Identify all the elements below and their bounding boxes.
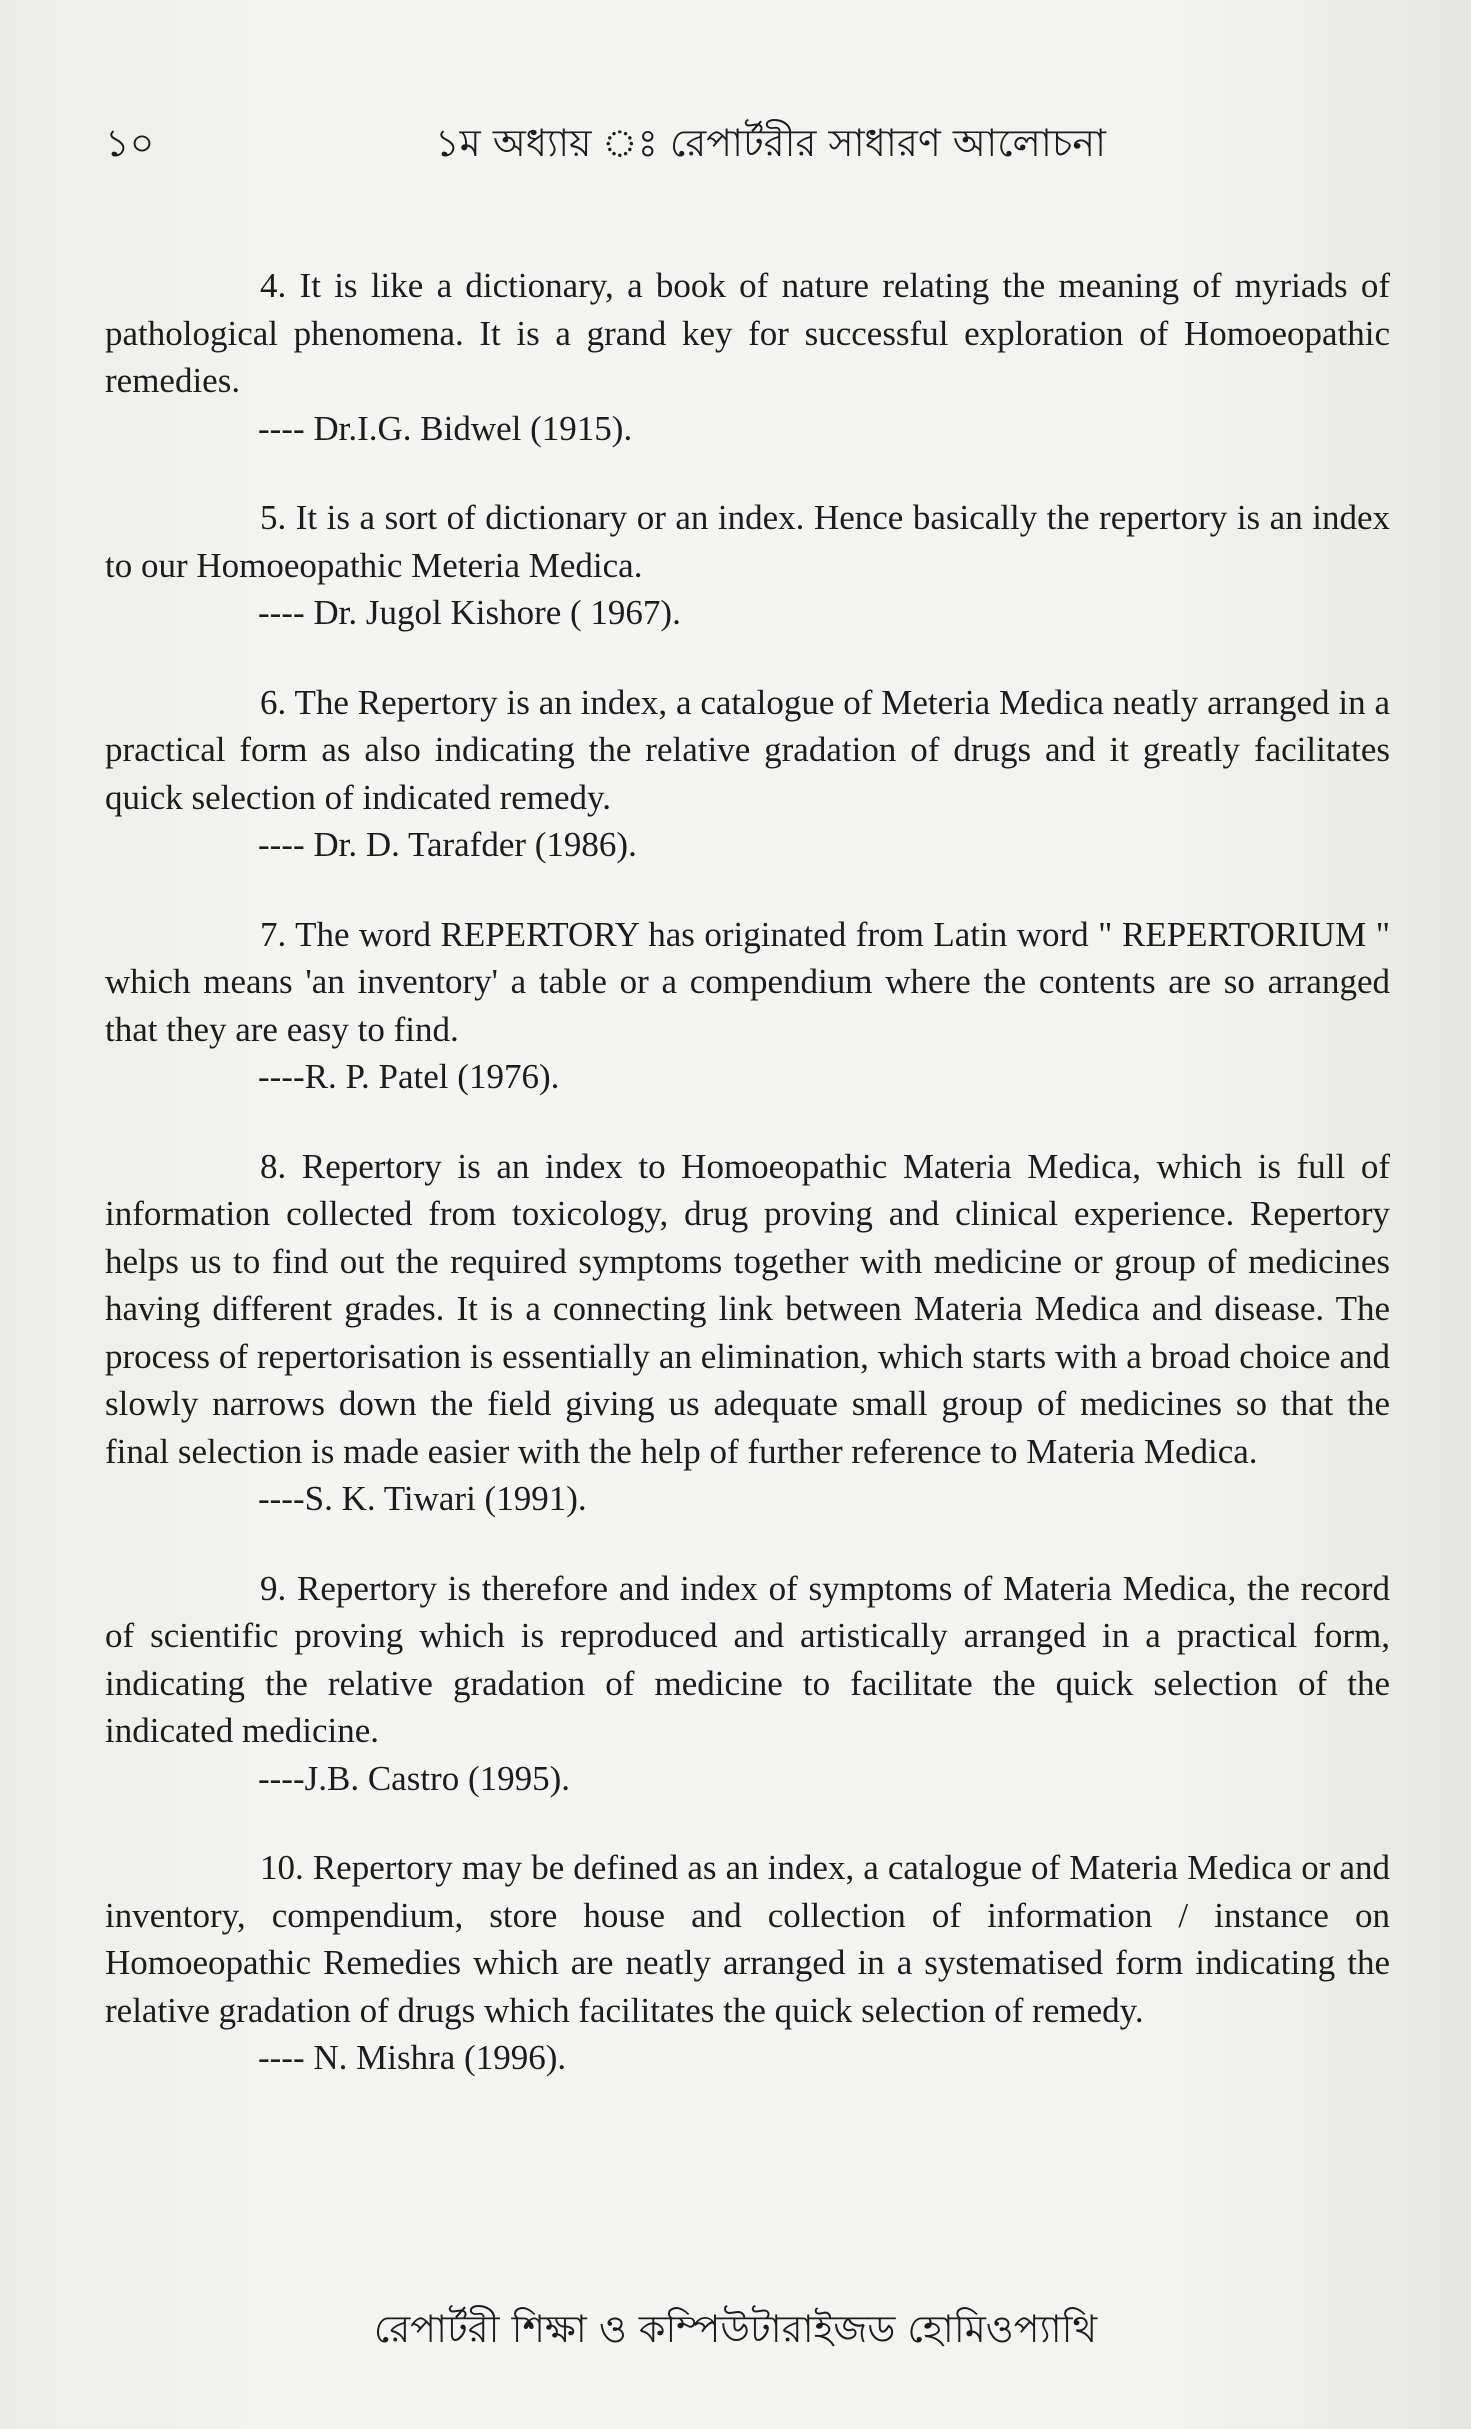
definition-attribution: ---- Dr. Jugol Kishore ( 1967). bbox=[258, 593, 681, 632]
definition-attribution: ---- Dr.I.G. Bidwel (1915). bbox=[258, 408, 633, 448]
definitions-list bbox=[105, 262, 1390, 2124]
book-title: রেপার্টরী শিক্ষা ও কম্পিউটারাইজড হোমিওপ্যাথি bbox=[373, 2307, 1098, 2351]
definition-text: 5. It is a sort of dictionary or an index. Hence basically the repertory is an index to our Homoeopathic Meteria Medica. bbox=[105, 498, 1390, 585]
chapter-title: ১ম অধ্যায় ঃ রেপার্টরীর সাধারণ আলোচনা bbox=[435, 121, 1107, 165]
definition-attribution: ----S. K. Tiwari (1991). bbox=[258, 1479, 587, 1518]
definition-attribution: ---- N. Mishra (1996). bbox=[258, 2038, 567, 2077]
page-number: ১০ bbox=[105, 123, 155, 165]
definition-attribution: ----J.B. Castro (1995). bbox=[258, 1758, 571, 1798]
definition-entry-9 bbox=[105, 1565, 1390, 1803]
definition-entry-7 bbox=[105, 911, 1390, 1101]
definition-entry-8 bbox=[105, 1143, 1390, 1523]
definition-attribution: ----R. P. Patel (1976). bbox=[258, 1057, 560, 1096]
definition-text: 10. Repertory may be defined as an index, a catalogue of Materia Medica or and inventory, compendium, store house and collection of information / instance on Homoeopathic Remedies which are neatly arranged in a systematised form indicating the relative gradation of drugs which facilitates the quick selection of remedy. bbox=[105, 1848, 1390, 2030]
definition-entry-10 bbox=[105, 1844, 1390, 2082]
page-header bbox=[105, 108, 1405, 168]
page-footer bbox=[0, 2300, 1471, 2364]
definition-text: 8. Repertory is an index to Homoeopathic Materia Medica, which is full of information collected from toxicology, drug proving and clinical experience. Repertory helps us to find out the required symptoms together with medicine or group of medicines having different grades. It is a connecting link between Materia Medica and disease. The process of repertorisation is essentially an elimination, which starts with a broad choice and slowly narrows down the field giving us adequate small group of medicines so that the final selection is made easier with the help of further reference to Materia Medica. bbox=[105, 1146, 1390, 1471]
definition-text: 9. Repertory is therefore and index of symptoms of Materia Medica, the record of scientific proving which is reproduced and artistically arranged in a practical form, indicating the relative gradation of medicine to facilitate the quick selection of the indicated medicine. bbox=[105, 1568, 1390, 1750]
definition-text: 4. It is like a dictionary, a book of nature relating the meaning of myriads of pathological phenomena. It is a grand key for successful exploration of Homoeopathic remedies. bbox=[105, 266, 1390, 400]
definition-entry-4 bbox=[105, 262, 1390, 452]
definition-entry-6 bbox=[105, 679, 1390, 869]
definition-text: 6. The Repertory is an index, a catalogue of Meteria Medica neatly arranged in a practical form as also indicating the relative gradation of drugs and it greatly facilitates quick selection of indicated remedy. bbox=[105, 682, 1390, 817]
definition-attribution: ---- Dr. D. Tarafder (1986). bbox=[258, 825, 637, 864]
definition-entry-5 bbox=[105, 494, 1390, 637]
definition-text: 7. The word REPERTORY has originated from Latin word " REPERTORIUM " which means 'an inventory' a table or a compendium where the contents are so arranged that they are easy to find. bbox=[105, 914, 1390, 1049]
